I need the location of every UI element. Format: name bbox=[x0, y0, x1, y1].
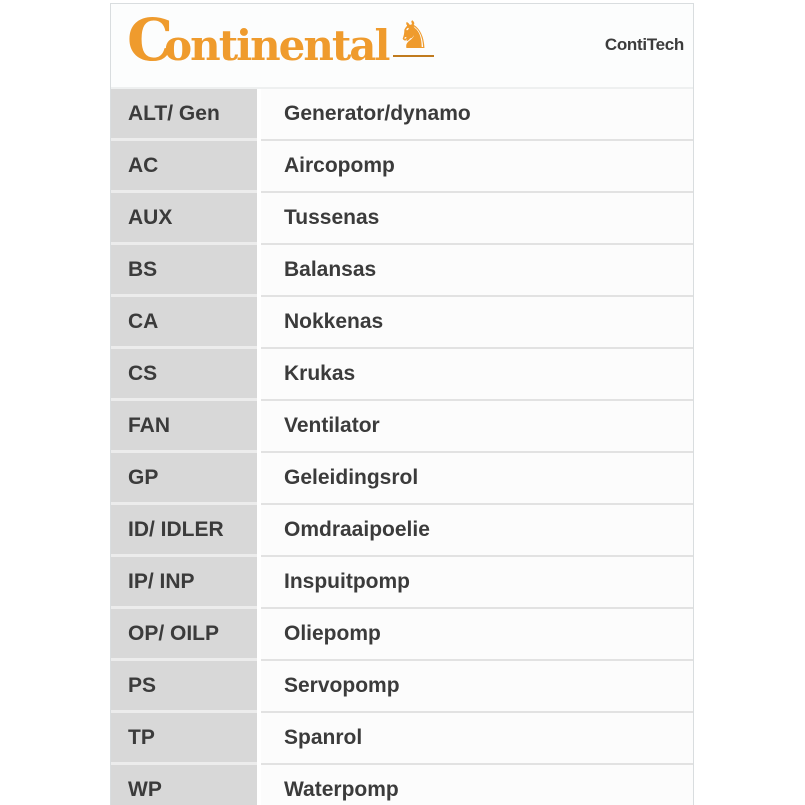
legend-code: FAN bbox=[111, 401, 257, 453]
legend-code: GP bbox=[111, 453, 257, 505]
legend-description: Servopomp bbox=[261, 661, 693, 713]
horse-glyph: ♞ bbox=[396, 13, 431, 57]
legend-row bbox=[111, 245, 693, 297]
legend-row bbox=[111, 141, 693, 193]
legend-row bbox=[111, 297, 693, 349]
legend-code: OP/ OILP bbox=[111, 609, 257, 661]
legend-row bbox=[111, 505, 693, 557]
legend-description: Balansas bbox=[261, 245, 693, 297]
legend-row bbox=[111, 609, 693, 661]
legend-code: AC bbox=[111, 141, 257, 193]
legend-description: Aircopomp bbox=[261, 141, 693, 193]
header bbox=[111, 4, 693, 87]
legend-code: PS bbox=[111, 661, 257, 713]
legend-description: Oliepomp bbox=[261, 609, 693, 661]
legend-row bbox=[111, 453, 693, 505]
legend-row bbox=[111, 765, 693, 805]
continental-horse-icon bbox=[393, 13, 433, 57]
legend-code: WP bbox=[111, 765, 257, 805]
legend-row bbox=[111, 89, 693, 141]
legend-code: TP bbox=[111, 713, 257, 765]
continental-logo bbox=[127, 6, 434, 76]
legend-row bbox=[111, 193, 693, 245]
legend-row bbox=[111, 349, 693, 401]
legend-code: CA bbox=[111, 297, 257, 349]
legend-code: AUX bbox=[111, 193, 257, 245]
legend-description: Ventilator bbox=[261, 401, 693, 453]
legend-row bbox=[111, 713, 693, 765]
legend-description: Waterpomp bbox=[261, 765, 693, 805]
legend-code: CS bbox=[111, 349, 257, 401]
legend-description: Omdraaipoelie bbox=[261, 505, 693, 557]
legend-description: Nokkenas bbox=[261, 297, 693, 349]
legend-table bbox=[111, 87, 693, 805]
legend-code: ALT/ Gen bbox=[111, 89, 257, 141]
contitech-wordmark: ContiTech bbox=[604, 35, 684, 54]
continental-wordmark: Continental bbox=[127, 6, 389, 74]
legend-code: IP/ INP bbox=[111, 557, 257, 609]
legend-code: ID/ IDLER bbox=[111, 505, 257, 557]
legend-card bbox=[110, 3, 694, 805]
legend-description: Spanrol bbox=[261, 713, 693, 765]
legend-description: Tussenas bbox=[261, 193, 693, 245]
legend-row bbox=[111, 557, 693, 609]
legend-description: Inspuitpomp bbox=[261, 557, 693, 609]
legend-row bbox=[111, 401, 693, 453]
legend-description: Geleidingsrol bbox=[261, 453, 693, 505]
legend-row bbox=[111, 661, 693, 713]
legend-description: Generator/dynamo bbox=[261, 89, 693, 141]
legend-code: BS bbox=[111, 245, 257, 297]
legend-description: Krukas bbox=[261, 349, 693, 401]
